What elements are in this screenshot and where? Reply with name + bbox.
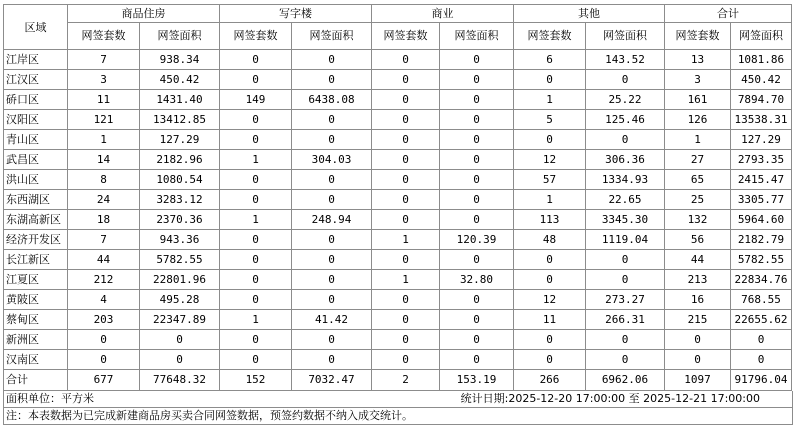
count-header: 网签套数 (68, 23, 140, 50)
count-cell: 11 (514, 310, 586, 330)
district-cell: 江岸区 (4, 50, 68, 70)
area-cell: 0 (292, 170, 372, 190)
region-header: 区域 (4, 5, 68, 50)
district-cell: 合计 (4, 370, 68, 391)
count-cell: 0 (372, 150, 440, 170)
area-cell: 6438.08 (292, 90, 372, 110)
count-cell: 0 (220, 290, 292, 310)
count-cell: 0 (372, 70, 440, 90)
area-cell: 0 (140, 350, 220, 370)
area-cell: 0 (292, 190, 372, 210)
count-cell: 13 (665, 50, 731, 70)
area-cell: 450.42 (731, 70, 792, 90)
group-header-commercial: 商业 (372, 5, 514, 23)
area-header: 网签面积 (292, 23, 372, 50)
area-cell: 2182.79 (731, 230, 792, 250)
area-header: 网签面积 (586, 23, 665, 50)
district-cell: 武昌区 (4, 150, 68, 170)
area-cell: 0 (440, 70, 514, 90)
area-cell: 0 (586, 330, 665, 350)
area-cell: 2415.47 (731, 170, 792, 190)
area-cell: 3305.77 (731, 190, 792, 210)
district-cell: 硚口区 (4, 90, 68, 110)
count-cell: 11 (68, 90, 140, 110)
district-cell: 汉南区 (4, 350, 68, 370)
area-cell: 1119.04 (586, 230, 665, 250)
area-cell: 41.42 (292, 310, 372, 330)
area-cell: 1080.54 (140, 170, 220, 190)
count-cell: 149 (220, 90, 292, 110)
area-cell: 0 (440, 50, 514, 70)
count-cell: 48 (514, 230, 586, 250)
count-cell: 24 (68, 190, 140, 210)
count-cell: 1 (514, 90, 586, 110)
area-cell: 0 (440, 130, 514, 150)
count-cell: 16 (665, 290, 731, 310)
area-cell: 153.19 (440, 370, 514, 391)
count-cell: 1 (372, 270, 440, 290)
count-header: 网签套数 (665, 23, 731, 50)
area-cell: 22.65 (586, 190, 665, 210)
count-cell: 0 (372, 350, 440, 370)
area-cell: 938.34 (140, 50, 220, 70)
area-cell: 13538.31 (731, 110, 792, 130)
count-cell: 6 (514, 50, 586, 70)
area-cell: 304.03 (292, 150, 372, 170)
district-cell: 青山区 (4, 130, 68, 150)
count-cell: 3 (665, 70, 731, 90)
table-row (4, 190, 792, 210)
area-cell: 0 (292, 350, 372, 370)
count-cell: 0 (372, 90, 440, 110)
table-row (4, 70, 792, 90)
unit-line (3, 391, 793, 408)
group-header-other: 其他 (514, 5, 665, 23)
count-cell: 213 (665, 270, 731, 290)
count-cell: 44 (68, 250, 140, 270)
area-cell: 2793.35 (731, 150, 792, 170)
count-cell: 0 (372, 310, 440, 330)
area-cell: 248.94 (292, 210, 372, 230)
count-cell: 0 (372, 330, 440, 350)
count-cell: 152 (220, 370, 292, 391)
count-cell: 7 (68, 230, 140, 250)
area-cell: 450.42 (140, 70, 220, 90)
count-cell: 0 (220, 110, 292, 130)
count-cell: 0 (220, 230, 292, 250)
transaction-table-container (3, 4, 791, 425)
area-cell: 0 (586, 70, 665, 90)
count-cell: 12 (514, 150, 586, 170)
area-header: 网签面积 (731, 23, 792, 50)
district-cell: 东湖高新区 (4, 210, 68, 230)
count-cell: 57 (514, 170, 586, 190)
district-cell: 江夏区 (4, 270, 68, 290)
area-cell: 2182.96 (140, 150, 220, 170)
count-cell: 161 (665, 90, 731, 110)
count-cell: 0 (372, 110, 440, 130)
area-cell: 1431.40 (140, 90, 220, 110)
group-header-office: 写字楼 (220, 5, 372, 23)
area-cell: 0 (292, 230, 372, 250)
count-cell: 677 (68, 370, 140, 391)
count-cell: 0 (220, 330, 292, 350)
count-cell: 7 (68, 50, 140, 70)
area-cell: 0 (440, 110, 514, 130)
area-cell: 0 (292, 110, 372, 130)
count-cell: 203 (68, 310, 140, 330)
area-cell: 0 (440, 210, 514, 230)
area-cell: 22801.96 (140, 270, 220, 290)
table-row (4, 250, 792, 270)
count-cell: 12 (514, 290, 586, 310)
count-cell: 0 (220, 250, 292, 270)
area-cell: 32.80 (440, 270, 514, 290)
area-cell: 0 (292, 50, 372, 70)
count-cell: 0 (220, 50, 292, 70)
count-cell: 0 (665, 350, 731, 370)
count-cell: 0 (514, 250, 586, 270)
count-cell: 1 (665, 130, 731, 150)
area-cell: 0 (731, 350, 792, 370)
count-cell: 1 (68, 130, 140, 150)
table-row (4, 150, 792, 170)
count-cell: 3 (68, 70, 140, 90)
count-cell: 121 (68, 110, 140, 130)
count-cell: 132 (665, 210, 731, 230)
area-cell: 0 (292, 270, 372, 290)
count-cell: 44 (665, 250, 731, 270)
table-row (4, 210, 792, 230)
area-cell: 13412.85 (140, 110, 220, 130)
area-unit-label: 面积单位：平方米 (6, 392, 94, 405)
count-cell: 1 (372, 230, 440, 250)
area-cell: 127.29 (140, 130, 220, 150)
area-cell: 120.39 (440, 230, 514, 250)
area-cell: 0 (440, 350, 514, 370)
count-cell: 0 (372, 210, 440, 230)
table-row (4, 270, 792, 290)
count-cell: 0 (220, 270, 292, 290)
count-cell: 65 (665, 170, 731, 190)
area-cell: 0 (440, 330, 514, 350)
count-cell: 0 (514, 130, 586, 150)
footnote-text: 注：本表数据为已完成新建商品房买卖合同网签数据，预签约数据不纳入成交统计。 (6, 409, 413, 422)
count-cell: 0 (372, 290, 440, 310)
table-row (4, 350, 792, 370)
count-cell: 2 (372, 370, 440, 391)
area-cell: 7032.47 (292, 370, 372, 391)
count-cell: 0 (220, 170, 292, 190)
district-cell: 汉阳区 (4, 110, 68, 130)
district-cell: 东西湖区 (4, 190, 68, 210)
table-row (4, 290, 792, 310)
district-cell: 江汉区 (4, 70, 68, 90)
stat-date-label: 统计日期:2025-12-20 17:00:00 至 2025-12-21 17:00:00 (460, 392, 760, 405)
count-cell: 56 (665, 230, 731, 250)
area-cell: 273.27 (586, 290, 665, 310)
count-cell: 0 (372, 190, 440, 210)
area-cell: 0 (292, 290, 372, 310)
count-cell: 0 (514, 70, 586, 90)
table-body (4, 50, 792, 391)
area-cell: 0 (440, 150, 514, 170)
count-cell: 0 (220, 350, 292, 370)
count-cell: 113 (514, 210, 586, 230)
district-cell: 经济开发区 (4, 230, 68, 250)
area-cell: 22655.62 (731, 310, 792, 330)
district-cell: 黄陂区 (4, 290, 68, 310)
area-cell: 0 (440, 90, 514, 110)
area-cell: 127.29 (731, 130, 792, 150)
area-cell: 0 (586, 350, 665, 370)
total-row (4, 370, 792, 391)
area-header: 网签面积 (440, 23, 514, 50)
count-cell: 18 (68, 210, 140, 230)
area-cell: 1334.93 (586, 170, 665, 190)
district-cell: 蔡甸区 (4, 310, 68, 330)
table-row (4, 170, 792, 190)
area-cell: 0 (586, 130, 665, 150)
area-cell: 5782.55 (731, 250, 792, 270)
table-row (4, 50, 792, 70)
count-cell: 0 (220, 70, 292, 90)
area-cell: 5782.55 (140, 250, 220, 270)
area-cell: 2370.36 (140, 210, 220, 230)
count-cell: 1 (220, 210, 292, 230)
count-header: 网签套数 (372, 23, 440, 50)
area-cell: 7894.70 (731, 90, 792, 110)
table-header (4, 5, 792, 50)
count-cell: 0 (514, 330, 586, 350)
note-line (3, 408, 793, 425)
area-cell: 6962.06 (586, 370, 665, 391)
count-cell: 8 (68, 170, 140, 190)
count-cell: 0 (68, 350, 140, 370)
count-cell: 266 (514, 370, 586, 391)
group-header-total: 合计 (665, 5, 792, 23)
count-cell: 1 (220, 150, 292, 170)
count-cell: 215 (665, 310, 731, 330)
count-cell: 0 (68, 330, 140, 350)
count-cell: 1 (514, 190, 586, 210)
area-cell: 266.31 (586, 310, 665, 330)
area-cell: 0 (140, 330, 220, 350)
table-row (4, 110, 792, 130)
header-group-row (4, 5, 792, 23)
area-cell: 0 (586, 270, 665, 290)
count-cell: 27 (665, 150, 731, 170)
header-sub-row (4, 23, 792, 50)
area-cell: 0 (292, 250, 372, 270)
table-row (4, 90, 792, 110)
table-row (4, 330, 792, 350)
area-cell: 3345.30 (586, 210, 665, 230)
count-header: 网签套数 (514, 23, 586, 50)
group-header-residential: 商品住房 (68, 5, 220, 23)
count-header: 网签套数 (220, 23, 292, 50)
area-cell: 22834.76 (731, 270, 792, 290)
area-cell: 0 (292, 330, 372, 350)
area-cell: 125.46 (586, 110, 665, 130)
count-cell: 0 (220, 190, 292, 210)
area-cell: 495.28 (140, 290, 220, 310)
area-cell: 3283.12 (140, 190, 220, 210)
count-cell: 126 (665, 110, 731, 130)
area-cell: 0 (440, 250, 514, 270)
count-cell: 0 (514, 350, 586, 370)
count-cell: 212 (68, 270, 140, 290)
count-cell: 25 (665, 190, 731, 210)
area-cell: 0 (731, 330, 792, 350)
area-cell: 77648.32 (140, 370, 220, 391)
count-cell: 0 (372, 130, 440, 150)
area-cell: 1081.86 (731, 50, 792, 70)
area-cell: 306.36 (586, 150, 665, 170)
count-cell: 1 (220, 310, 292, 330)
count-cell: 14 (68, 150, 140, 170)
district-cell: 洪山区 (4, 170, 68, 190)
area-cell: 0 (440, 310, 514, 330)
area-cell: 5964.60 (731, 210, 792, 230)
area-cell: 143.52 (586, 50, 665, 70)
area-header: 网签面积 (140, 23, 220, 50)
area-cell: 91796.04 (731, 370, 792, 391)
table-row (4, 130, 792, 150)
area-cell: 0 (292, 130, 372, 150)
count-cell: 1097 (665, 370, 731, 391)
area-cell: 0 (440, 290, 514, 310)
count-cell: 0 (372, 250, 440, 270)
area-cell: 943.36 (140, 230, 220, 250)
table-row (4, 310, 792, 330)
area-cell: 25.22 (586, 90, 665, 110)
area-cell: 0 (440, 170, 514, 190)
district-cell: 长江新区 (4, 250, 68, 270)
count-cell: 0 (220, 130, 292, 150)
count-cell: 0 (372, 170, 440, 190)
area-cell: 0 (586, 250, 665, 270)
area-cell: 768.55 (731, 290, 792, 310)
area-cell: 0 (292, 70, 372, 90)
area-cell: 22347.89 (140, 310, 220, 330)
area-cell: 0 (440, 190, 514, 210)
count-cell: 4 (68, 290, 140, 310)
count-cell: 0 (372, 50, 440, 70)
district-cell: 新洲区 (4, 330, 68, 350)
count-cell: 0 (665, 330, 731, 350)
count-cell: 5 (514, 110, 586, 130)
transaction-table (3, 4, 792, 391)
count-cell: 0 (514, 270, 586, 290)
table-row (4, 230, 792, 250)
